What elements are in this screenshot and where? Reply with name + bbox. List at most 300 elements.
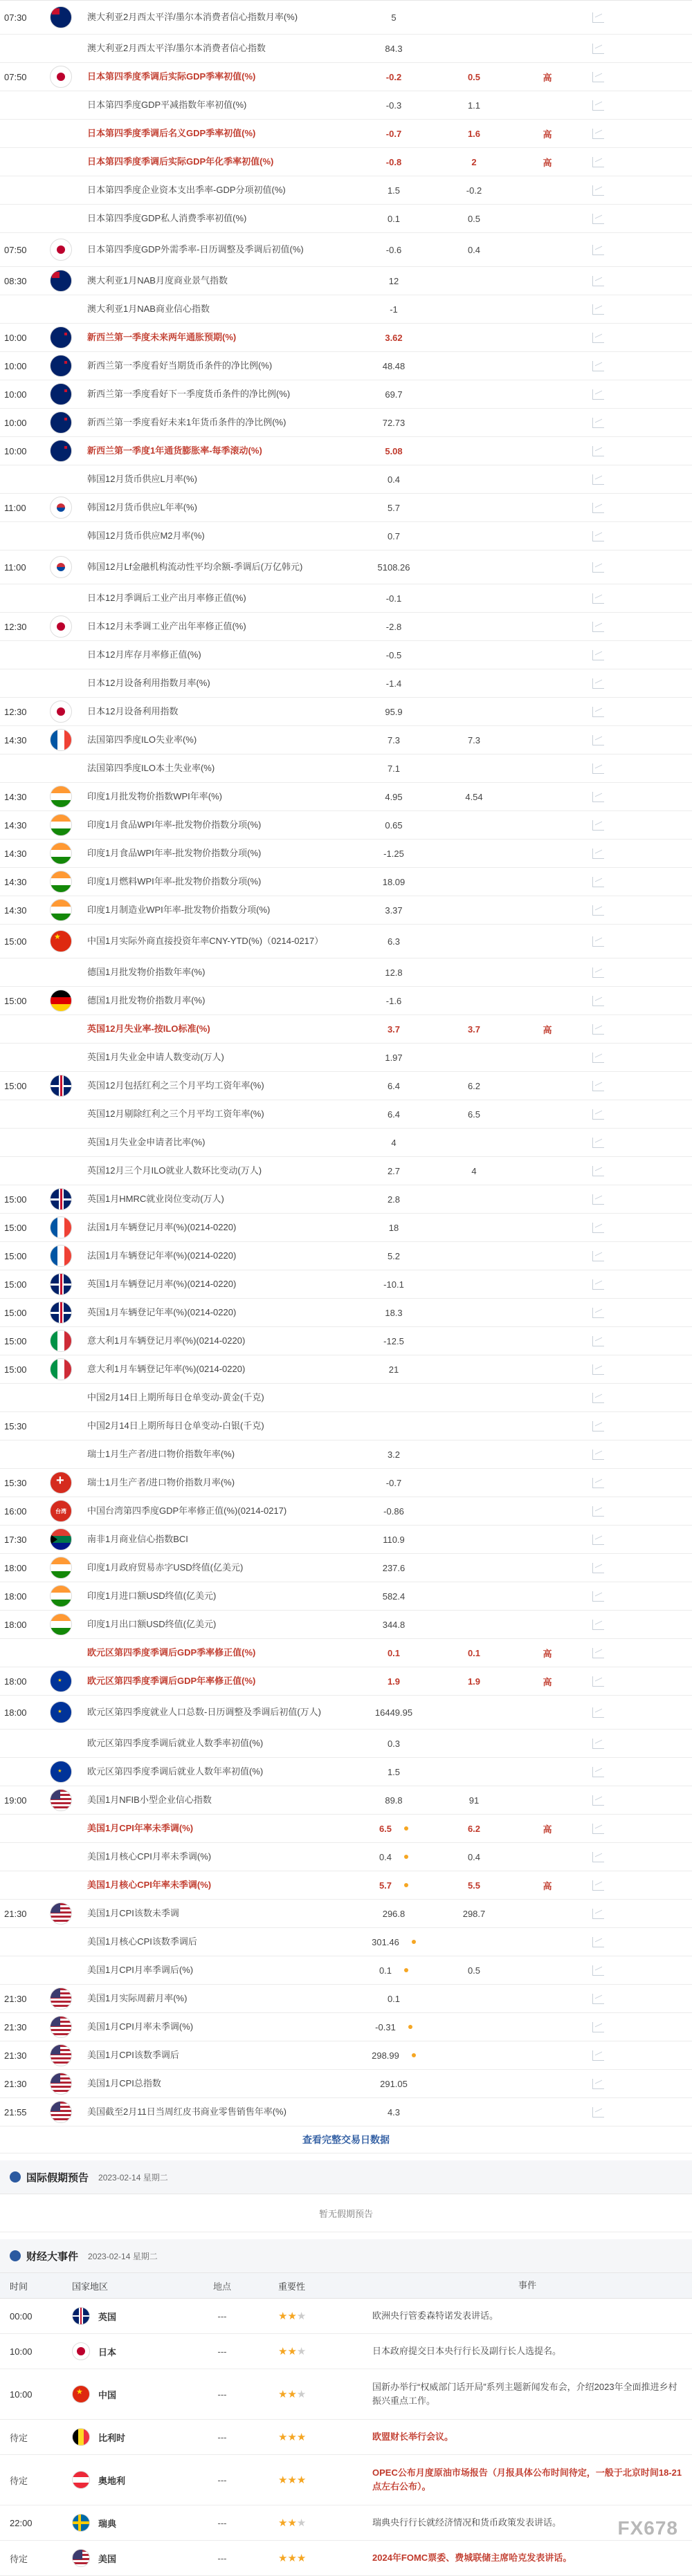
chart-icon[interactable] bbox=[581, 1815, 615, 1842]
previous-value: 7.1 bbox=[387, 763, 401, 774]
forecast-value bbox=[434, 324, 514, 351]
event-region: 瑞典 bbox=[60, 2505, 177, 2540]
importance-badge bbox=[514, 1, 581, 34]
indicator-name: 欧元区第四季度季调后GDP年率修正值(%) bbox=[87, 1676, 256, 1686]
star-icon: ★ bbox=[296, 2552, 307, 2564]
importance-badge: 高 bbox=[543, 1880, 552, 1891]
star-icon: ★ bbox=[287, 2310, 297, 2322]
table-row bbox=[0, 1611, 692, 1639]
country-flag-icon bbox=[37, 352, 84, 380]
event-place: --- bbox=[217, 2389, 227, 2400]
star-icon: ★ bbox=[287, 2431, 297, 2443]
row-time: 07:50 bbox=[4, 71, 27, 82]
event-place: --- bbox=[217, 2474, 227, 2485]
importance-badge bbox=[514, 1956, 581, 1984]
event-row bbox=[0, 2541, 692, 2576]
indicator-name: 欧元区第四季度季调后GDP季率修正值(%) bbox=[87, 1647, 256, 1658]
chart-icon[interactable] bbox=[581, 641, 615, 669]
event-row bbox=[0, 2455, 692, 2505]
previous-value: 69.7 bbox=[385, 389, 403, 400]
country-flag-icon: 台湾 bbox=[37, 1497, 84, 1525]
table-row bbox=[0, 811, 692, 840]
importance-badge bbox=[514, 1900, 581, 1927]
forecast-value bbox=[434, 1270, 514, 1298]
table-row bbox=[0, 205, 692, 233]
chart-icon[interactable] bbox=[581, 1044, 615, 1071]
forecast-value bbox=[434, 494, 514, 521]
row-time bbox=[0, 1956, 37, 1984]
event-place: --- bbox=[217, 2552, 227, 2564]
event-importance-stars bbox=[267, 2505, 360, 2540]
indicator-name: 意大利1月车辆登记月率(%)(0214-0220) bbox=[87, 1335, 246, 1346]
table-row bbox=[0, 1843, 692, 1871]
chart-icon[interactable] bbox=[581, 1355, 615, 1383]
table-row bbox=[0, 1299, 692, 1327]
chart-icon[interactable] bbox=[581, 1497, 615, 1525]
importance-badge: 高 bbox=[543, 157, 552, 168]
table-row bbox=[0, 1384, 692, 1412]
forecast-value bbox=[434, 2070, 514, 2097]
chart-icon[interactable] bbox=[581, 1696, 615, 1729]
chart-icon[interactable] bbox=[581, 380, 615, 408]
chart-icon[interactable] bbox=[581, 840, 615, 867]
chart-icon[interactable] bbox=[581, 176, 615, 204]
previous-value: -0.7 bbox=[385, 128, 402, 139]
previous-value: 48.48 bbox=[382, 360, 406, 371]
indicator-name: 欧元区第四季度季调后就业人数年率初值(%) bbox=[87, 1766, 264, 1777]
row-time bbox=[0, 148, 37, 176]
forecast-value bbox=[434, 1611, 514, 1638]
chart-icon[interactable] bbox=[581, 1928, 615, 1956]
indicator-name: 印度1月食品WPI年率-批发物价指数分项(%) bbox=[87, 848, 262, 858]
importance-badge bbox=[514, 324, 581, 351]
row-time: 16:00 bbox=[4, 1505, 27, 1517]
row-time: 10:00 bbox=[4, 389, 27, 400]
chart-icon[interactable] bbox=[581, 1299, 615, 1326]
chart-icon[interactable] bbox=[581, 1242, 615, 1270]
chart-icon[interactable] bbox=[581, 1900, 615, 1927]
events-title: 财经大事件 bbox=[26, 2250, 79, 2263]
chart-icon[interactable] bbox=[581, 1730, 615, 1757]
importance-badge bbox=[514, 2070, 581, 2097]
previous-value: -1.6 bbox=[385, 995, 402, 1006]
chart-icon[interactable] bbox=[581, 1582, 615, 1610]
chart-icon[interactable] bbox=[581, 1270, 615, 1298]
table-row bbox=[0, 35, 692, 63]
row-time: 14:30 bbox=[4, 791, 27, 802]
chart-icon[interactable] bbox=[581, 1639, 615, 1667]
importance-badge bbox=[514, 1469, 581, 1497]
event-description: OPEC公布月度原油市场报告（月报具体公布时间待定，一般于北京时间18-21点左右公布）。 bbox=[372, 2467, 682, 2492]
indicator-name: 英国1月失业金申请者比率(%) bbox=[87, 1137, 206, 1147]
chart-icon[interactable] bbox=[581, 811, 615, 839]
row-time bbox=[0, 1928, 37, 1956]
chart-icon[interactable] bbox=[581, 584, 615, 612]
importance-badge bbox=[514, 1214, 581, 1241]
country-flag-icon bbox=[37, 1696, 84, 1729]
table-row bbox=[0, 465, 692, 494]
star-icon: ★ bbox=[278, 2474, 288, 2486]
forecast-value bbox=[434, 380, 514, 408]
importance-badge bbox=[514, 1582, 581, 1610]
forecast-value bbox=[434, 35, 514, 62]
forecast-value: 1.9 bbox=[467, 1676, 481, 1687]
row-time: 10:00 bbox=[4, 332, 27, 343]
importance-badge bbox=[514, 1044, 581, 1071]
table-row bbox=[0, 896, 692, 925]
holiday-empty-text: 暂无假期预告 bbox=[0, 2194, 692, 2232]
country-flag-icon bbox=[72, 2385, 90, 2403]
forecast-value bbox=[434, 1242, 514, 1270]
chart-icon[interactable] bbox=[581, 233, 615, 266]
star-icon: ★ bbox=[296, 2346, 307, 2357]
chart-icon[interactable] bbox=[581, 1871, 615, 1899]
chart-icon[interactable] bbox=[581, 1554, 615, 1582]
row-time: 15:00 bbox=[4, 1279, 27, 1290]
table-row bbox=[0, 2098, 692, 2126]
event-description: 2024年FOMC票委、费城联储主席哈克发表讲话。 bbox=[372, 2552, 572, 2563]
row-time: 11:00 bbox=[4, 502, 26, 513]
country-flag-icon bbox=[37, 1730, 84, 1757]
row-time bbox=[0, 1157, 37, 1185]
table-row bbox=[0, 1758, 692, 1786]
row-time: 15:30 bbox=[4, 1420, 27, 1431]
forecast-value: 6.5 bbox=[467, 1109, 481, 1120]
previous-value: 95.9 bbox=[385, 706, 403, 717]
chart-icon[interactable] bbox=[581, 1100, 615, 1128]
events-date: 2023-02-14 星期二 bbox=[88, 2251, 158, 2261]
row-time bbox=[0, 641, 37, 669]
chart-icon[interactable] bbox=[581, 958, 615, 986]
chart-icon[interactable] bbox=[581, 63, 615, 91]
indicator-name: 印度1月燃料WPI年率-批发物价指数分项(%) bbox=[87, 876, 262, 887]
star-icon: ★ bbox=[287, 2346, 297, 2357]
country-flag-icon bbox=[37, 1900, 84, 1927]
country-flag-icon bbox=[37, 522, 84, 550]
chart-icon[interactable] bbox=[581, 1758, 615, 1786]
table-row bbox=[0, 698, 692, 726]
row-time: 14:30 bbox=[4, 848, 27, 859]
previous-value: -10.1 bbox=[383, 1279, 404, 1290]
country-flag-icon bbox=[37, 1611, 84, 1638]
chart-icon[interactable] bbox=[581, 2041, 615, 2069]
previous-value: 0.4 bbox=[354, 1843, 434, 1871]
country-flag-icon bbox=[37, 1985, 84, 2012]
chart-icon[interactable] bbox=[581, 1667, 615, 1695]
table-row bbox=[0, 295, 692, 324]
previous-value: 237.6 bbox=[382, 1562, 406, 1573]
indicator-name: 英国1月HMRC就业岗位变动(万人) bbox=[87, 1194, 224, 1204]
country-flag-icon bbox=[37, 1440, 84, 1468]
country-flag-icon bbox=[37, 91, 84, 119]
previous-value: 2.7 bbox=[387, 1165, 401, 1176]
event-region: 美国 bbox=[60, 2541, 177, 2575]
chart-icon[interactable] bbox=[581, 550, 615, 584]
view-full-data-link[interactable]: 查看完整交易日数据 bbox=[0, 2126, 692, 2153]
forecast-value bbox=[434, 925, 514, 958]
event-description: 欧盟财长举行会议。 bbox=[372, 2431, 454, 2442]
chart-icon[interactable] bbox=[581, 613, 615, 640]
chart-icon[interactable] bbox=[581, 1611, 615, 1638]
country-flag-icon bbox=[37, 1554, 84, 1582]
indicator-name: 美国1月CPI月率季调后(%) bbox=[87, 1965, 194, 1975]
event-description: 国新办举行“权威部门话开局”系列主题新闻发布会，介绍2023年全面推进乡村振兴重点工作。 bbox=[372, 2382, 677, 2406]
country-flag-icon bbox=[37, 1327, 84, 1355]
chart-icon[interactable] bbox=[581, 1, 615, 34]
forecast-value bbox=[434, 613, 514, 640]
indicator-name: 法国第四季度ILO本土失业率(%) bbox=[87, 763, 215, 773]
chart-icon[interactable] bbox=[581, 465, 615, 493]
indicator-name: 日本12月库存月率修正值(%) bbox=[87, 649, 201, 660]
star-icon: ★ bbox=[278, 2389, 288, 2400]
row-time: 15:00 bbox=[4, 1250, 27, 1261]
importance-badge: 高 bbox=[543, 1676, 552, 1687]
chart-icon[interactable] bbox=[581, 1129, 615, 1156]
table-row bbox=[0, 91, 692, 120]
importance-badge bbox=[514, 1412, 581, 1440]
chart-icon[interactable] bbox=[581, 1157, 615, 1185]
chart-icon[interactable] bbox=[581, 1072, 615, 1100]
chart-icon[interactable] bbox=[581, 1526, 615, 1553]
previous-value: 5.2 bbox=[387, 1250, 401, 1261]
country-flag-icon bbox=[37, 1355, 84, 1383]
chart-icon[interactable] bbox=[581, 205, 615, 232]
row-time bbox=[0, 120, 37, 147]
previous-value: 4.3 bbox=[387, 2106, 401, 2118]
chart-icon[interactable] bbox=[581, 1843, 615, 1871]
importance-badge bbox=[514, 409, 581, 436]
importance-badge bbox=[514, 1497, 581, 1525]
events-table bbox=[0, 2299, 692, 2576]
chart-icon[interactable] bbox=[581, 726, 615, 754]
indicator-name: 日本第四季度季调后名义GDP季率初值(%) bbox=[87, 128, 256, 138]
chart-icon[interactable] bbox=[581, 267, 615, 295]
indicator-name: 英国12月失业率-按ILO标准(%) bbox=[87, 1023, 210, 1034]
row-time: 14:30 bbox=[4, 905, 27, 916]
event-region: 奥地利 bbox=[60, 2455, 177, 2505]
indicator-name: 美国1月CPI该数季调后 bbox=[87, 2050, 179, 2060]
row-time: 19:00 bbox=[4, 1795, 27, 1806]
forecast-value bbox=[434, 1299, 514, 1326]
table-row bbox=[0, 669, 692, 698]
chart-icon[interactable] bbox=[581, 1185, 615, 1213]
chart-icon[interactable] bbox=[581, 925, 615, 958]
chart-icon[interactable] bbox=[581, 1469, 615, 1497]
table-row bbox=[0, 1015, 692, 1044]
importance-badge bbox=[514, 1100, 581, 1128]
chart-icon[interactable] bbox=[581, 295, 615, 323]
row-time: 14:30 bbox=[4, 876, 27, 887]
forecast-value bbox=[434, 2098, 514, 2126]
indicator-name: 英国12月包括红利之三个月平均工资年率(%) bbox=[87, 1080, 264, 1091]
previous-value: 4 bbox=[391, 1137, 397, 1148]
chart-icon[interactable] bbox=[581, 437, 615, 465]
chart-icon[interactable] bbox=[581, 1327, 615, 1355]
previous-value: 291.05 bbox=[380, 2078, 408, 2089]
chart-icon[interactable] bbox=[581, 698, 615, 725]
row-time: 18:00 bbox=[4, 1591, 27, 1602]
event-time: 00:00 bbox=[10, 2310, 33, 2322]
event-region: 比利时 bbox=[60, 2420, 177, 2454]
country-flag-icon bbox=[37, 380, 84, 408]
indicator-name: 澳大利亚2月西太平洋/墨尔本消费者信心指数月率(%) bbox=[87, 12, 298, 22]
row-time: 15:30 bbox=[4, 1477, 27, 1488]
chart-icon[interactable] bbox=[581, 1985, 615, 2012]
country-flag-icon bbox=[37, 987, 84, 1014]
row-time: 21:30 bbox=[4, 2050, 27, 2061]
country-flag-icon bbox=[37, 868, 84, 896]
chart-icon[interactable] bbox=[581, 868, 615, 896]
row-time bbox=[0, 1384, 37, 1411]
table-row bbox=[0, 1469, 692, 1497]
forecast-value bbox=[434, 868, 514, 896]
importance-badge bbox=[514, 1327, 581, 1355]
indicator-name: 中国2月14日上期所每日仓单变动-黄金(千克) bbox=[87, 1392, 264, 1402]
indicator-name: 日本第四季度季调后实际GDP季率初值(%) bbox=[87, 71, 256, 82]
forecast-value bbox=[434, 669, 514, 697]
previous-value: 3.37 bbox=[385, 905, 403, 916]
forecast-value bbox=[434, 1730, 514, 1757]
forecast-value bbox=[434, 2041, 514, 2069]
forecast-value: 3.7 bbox=[467, 1023, 481, 1035]
chart-icon[interactable] bbox=[581, 1412, 615, 1440]
chart-icon[interactable] bbox=[581, 2070, 615, 2097]
row-time bbox=[0, 584, 37, 612]
previous-value: 6.5 bbox=[354, 1815, 434, 1842]
table-row bbox=[0, 1270, 692, 1299]
chart-icon[interactable] bbox=[581, 754, 615, 782]
indicator-name: 印度1月进口额USD终值(亿美元) bbox=[87, 1591, 217, 1601]
chart-icon[interactable] bbox=[581, 352, 615, 380]
importance-badge bbox=[514, 205, 581, 232]
indicator-name: 新西兰第一季度看好未来1年货币条件的净比例(%) bbox=[87, 417, 286, 427]
forecast-value: 0.4 bbox=[467, 1851, 481, 1862]
importance-badge bbox=[514, 1786, 581, 1814]
chart-icon[interactable] bbox=[581, 669, 615, 697]
table-row bbox=[0, 1355, 692, 1384]
chart-icon[interactable] bbox=[581, 783, 615, 810]
chart-icon[interactable] bbox=[581, 896, 615, 924]
importance-badge bbox=[514, 726, 581, 754]
forecast-value bbox=[434, 550, 514, 584]
event-time: 10:00 bbox=[10, 2389, 33, 2400]
event-importance-stars bbox=[267, 2455, 360, 2505]
chart-icon[interactable] bbox=[581, 1956, 615, 1984]
importance-badge: 高 bbox=[543, 1648, 552, 1659]
importance-badge bbox=[514, 958, 581, 986]
table-row bbox=[0, 1928, 692, 1956]
chart-icon[interactable] bbox=[581, 987, 615, 1014]
chart-icon[interactable] bbox=[581, 120, 615, 147]
forecast-value bbox=[434, 1440, 514, 1468]
event-description: 日本政府提交日本央行行长及副行长人选提名。 bbox=[372, 2346, 562, 2356]
previous-value bbox=[354, 1412, 434, 1440]
row-time bbox=[0, 1730, 37, 1757]
importance-badge bbox=[514, 1928, 581, 1956]
chart-icon[interactable] bbox=[581, 35, 615, 62]
chart-icon[interactable] bbox=[581, 2013, 615, 2041]
indicator-name: 德国1月批发物价指数月率(%) bbox=[87, 995, 206, 1006]
previous-value: 296.8 bbox=[382, 1908, 406, 1919]
chart-icon[interactable] bbox=[581, 494, 615, 521]
indicator-name: 日本第四季度GDP平减指数年率初值(%) bbox=[87, 100, 247, 110]
indicator-name: 欧元区第四季度季调后就业人数季率初值(%) bbox=[87, 1738, 264, 1748]
chart-icon[interactable] bbox=[581, 324, 615, 351]
header-event: 事件 bbox=[518, 2280, 536, 2290]
table-row bbox=[0, 987, 692, 1015]
importance-badge bbox=[514, 1072, 581, 1100]
indicator-name: 英国1月车辆登记月率(%)(0214-0220) bbox=[87, 1279, 237, 1289]
event-place: --- bbox=[217, 2517, 227, 2528]
table-row bbox=[0, 324, 692, 352]
indicator-name: 法国1月车辆登记月率(%)(0214-0220) bbox=[87, 1222, 237, 1232]
previous-value: 0.65 bbox=[385, 819, 403, 831]
chart-icon[interactable] bbox=[581, 522, 615, 550]
forecast-value: 1.1 bbox=[467, 100, 481, 111]
section-icon bbox=[10, 2250, 21, 2261]
forecast-value: 0.5 bbox=[467, 71, 481, 82]
chart-icon[interactable] bbox=[581, 1786, 615, 1814]
forecast-value bbox=[434, 1412, 514, 1440]
event-place: --- bbox=[217, 2346, 227, 2357]
previous-value: 6.4 bbox=[387, 1109, 401, 1120]
event-region: 日本 bbox=[60, 2334, 177, 2369]
chart-icon[interactable] bbox=[581, 91, 615, 119]
previous-value: 0.1 bbox=[354, 1956, 434, 1984]
previous-value: 2.8 bbox=[387, 1194, 401, 1205]
table-row bbox=[0, 1242, 692, 1270]
chart-icon[interactable] bbox=[581, 1015, 615, 1043]
chart-icon[interactable] bbox=[581, 148, 615, 176]
country-flag-icon bbox=[72, 2428, 90, 2446]
indicator-name: 美国1月核心CPI该数季调后 bbox=[87, 1936, 197, 1947]
row-time: 15:00 bbox=[4, 995, 27, 1006]
chart-icon[interactable] bbox=[581, 1384, 615, 1411]
table-row bbox=[0, 1072, 692, 1100]
previous-value: -1.4 bbox=[385, 678, 402, 689]
forecast-value bbox=[434, 754, 514, 782]
forecast-value bbox=[434, 522, 514, 550]
indicator-name: 美国1月NFIB小型企业信心指数 bbox=[87, 1795, 212, 1805]
table-row bbox=[0, 1696, 692, 1730]
chart-icon[interactable] bbox=[581, 1440, 615, 1468]
forecast-value bbox=[434, 267, 514, 295]
chart-icon[interactable] bbox=[581, 409, 615, 436]
star-icon: ★ bbox=[278, 2517, 288, 2529]
previous-value: 6.3 bbox=[387, 936, 401, 947]
table-row bbox=[0, 1129, 692, 1157]
chart-icon[interactable] bbox=[581, 2098, 615, 2126]
previous-value: 1.9 bbox=[387, 1676, 401, 1687]
forecast-value bbox=[434, 437, 514, 465]
indicator-name: 日本12月设备利用指数月率(%) bbox=[87, 678, 210, 688]
country-flag-icon bbox=[37, 726, 84, 754]
importance-badge bbox=[514, 465, 581, 493]
forecast-value bbox=[434, 1696, 514, 1729]
table-row bbox=[0, 1786, 692, 1815]
indicator-name: 中国1月实际外商直接投资年率CNY-YTD(%)（0214-0217） bbox=[87, 936, 324, 946]
country-flag-icon bbox=[37, 698, 84, 725]
importance-badge: 高 bbox=[543, 1024, 552, 1035]
row-time: 21:30 bbox=[4, 1993, 27, 2004]
indicator-name: 新西兰第一季度未来两年通胀预期(%) bbox=[87, 332, 237, 342]
previous-value: 12 bbox=[388, 275, 399, 286]
country-flag-icon bbox=[37, 958, 84, 986]
row-time bbox=[0, 1815, 37, 1842]
chart-icon[interactable] bbox=[581, 1214, 615, 1241]
indicator-name: 印度1月出口额USD终值(亿美元) bbox=[87, 1619, 217, 1629]
table-row bbox=[0, 783, 692, 811]
